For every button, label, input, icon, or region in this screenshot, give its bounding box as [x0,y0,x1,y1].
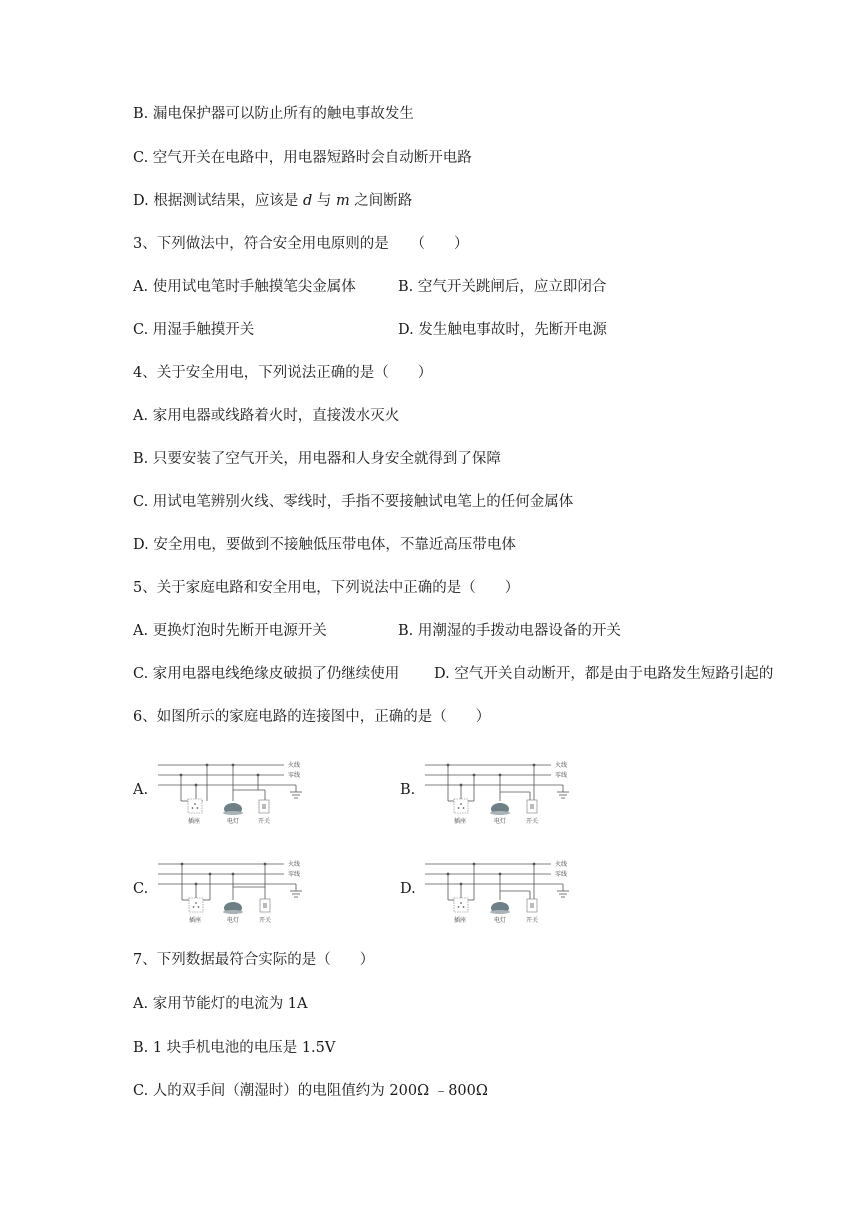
circuit-diagram-b [425,756,585,826]
neutral-wire-label: 零线 [555,772,568,779]
socket-label: 插座 [188,818,201,825]
q4-stem: 4、关于安全用电，下列说法正确的是（ ） [133,365,433,381]
live-wire-label: 火线 [555,762,568,769]
neutral-wire-label: 零线 [555,871,568,878]
q5-stem: 5、关于家庭电路和安全用电，下列说法中正确的是（ ） [133,580,520,596]
q3-option-d: D. 发生触电事故时，先断开电源 [398,322,607,338]
live-wire-label: 火线 [288,762,301,769]
q4-option-d: D. 安全用电，要做到不接触低压带电体，不靠近高压带电体 [133,537,516,553]
q3-stem: 3、下列做法中，符合安全用电原则的是 （ ） [133,236,469,252]
switch-label: 开关 [526,917,539,924]
q7-option-b: B. 1 块手机电池的电压是 1.5V [133,1040,336,1056]
q7-stem: 7、下列数据最符合实际的是（ ） [133,952,375,968]
socket-label: 插座 [189,917,202,924]
socket-label: 插座 [454,917,467,924]
q4-option-b: B. 只要安装了空气开关，用电器和人身安全就得到了保障 [133,451,501,467]
q6-label-c: C. [133,881,149,897]
neutral-wire-label: 零线 [288,871,301,878]
q3-option-b: B. 空气开关跳闸后，应立即闭合 [398,279,607,295]
circuit-diagram-d [425,855,585,925]
q4-option-a: A. 家用电器或线路着火时，直接泼水灭火 [133,408,400,424]
q7-option-c: C. 人的双手间（潮湿时）的电阻值约为 200Ω ﹣800Ω [133,1083,488,1099]
q6-stem: 6、如图所示的家庭电路的连接图中，正确的是（ ） [133,709,491,725]
q5-option-c: C. 家用电器电线绝缘皮破损了仍继续使用 [133,666,400,682]
q6-label-b: B. [400,782,416,798]
q6-label-d: D. [400,881,416,897]
lamp-label: 电灯 [494,818,507,825]
q3-option-c: C. 用湿手触摸开关 [133,322,255,338]
q2-option-d: D. 根据测试结果，应该是 d 与 m 之间断路 [133,193,413,209]
q2-option-b: B. 漏电保护器可以防止所有的触电事故发生 [133,106,414,122]
lamp-label: 电灯 [227,818,240,825]
live-wire-label: 火线 [555,861,568,868]
q6-label-a: A. [133,782,149,798]
lamp-label: 电灯 [227,917,240,924]
live-wire-label: 火线 [288,861,301,868]
q5-option-a: A. 更换灯泡时先断开电源开关 [133,623,327,639]
switch-label: 开关 [526,818,539,825]
switch-label: 开关 [259,917,272,924]
q2-option-c: C. 空气开关在电路中，用电器短路时会自动断开电路 [133,150,472,166]
switch-label: 开关 [258,818,271,825]
circuit-diagram-a [158,756,318,826]
lamp-label: 电灯 [494,917,507,924]
socket-label: 插座 [454,818,467,825]
neutral-wire-label: 零线 [288,772,301,779]
q7-option-a: A. 家用节能灯的电流为 1A [133,996,308,1012]
q4-option-c: C. 用试电笔辨别火线、零线时，手指不要接触试电笔上的任何金属体 [133,494,574,510]
q3-option-a: A. 使用试电笔时手触摸笔尖金属体 [133,279,356,295]
circuit-diagram-c [158,855,318,925]
q5-option-b: B. 用潮湿的手拨动电器设备的开关 [398,623,621,639]
q5-option-d: D. 空气开关自动断开，都是由于电路发生短路引起的 [434,666,774,682]
